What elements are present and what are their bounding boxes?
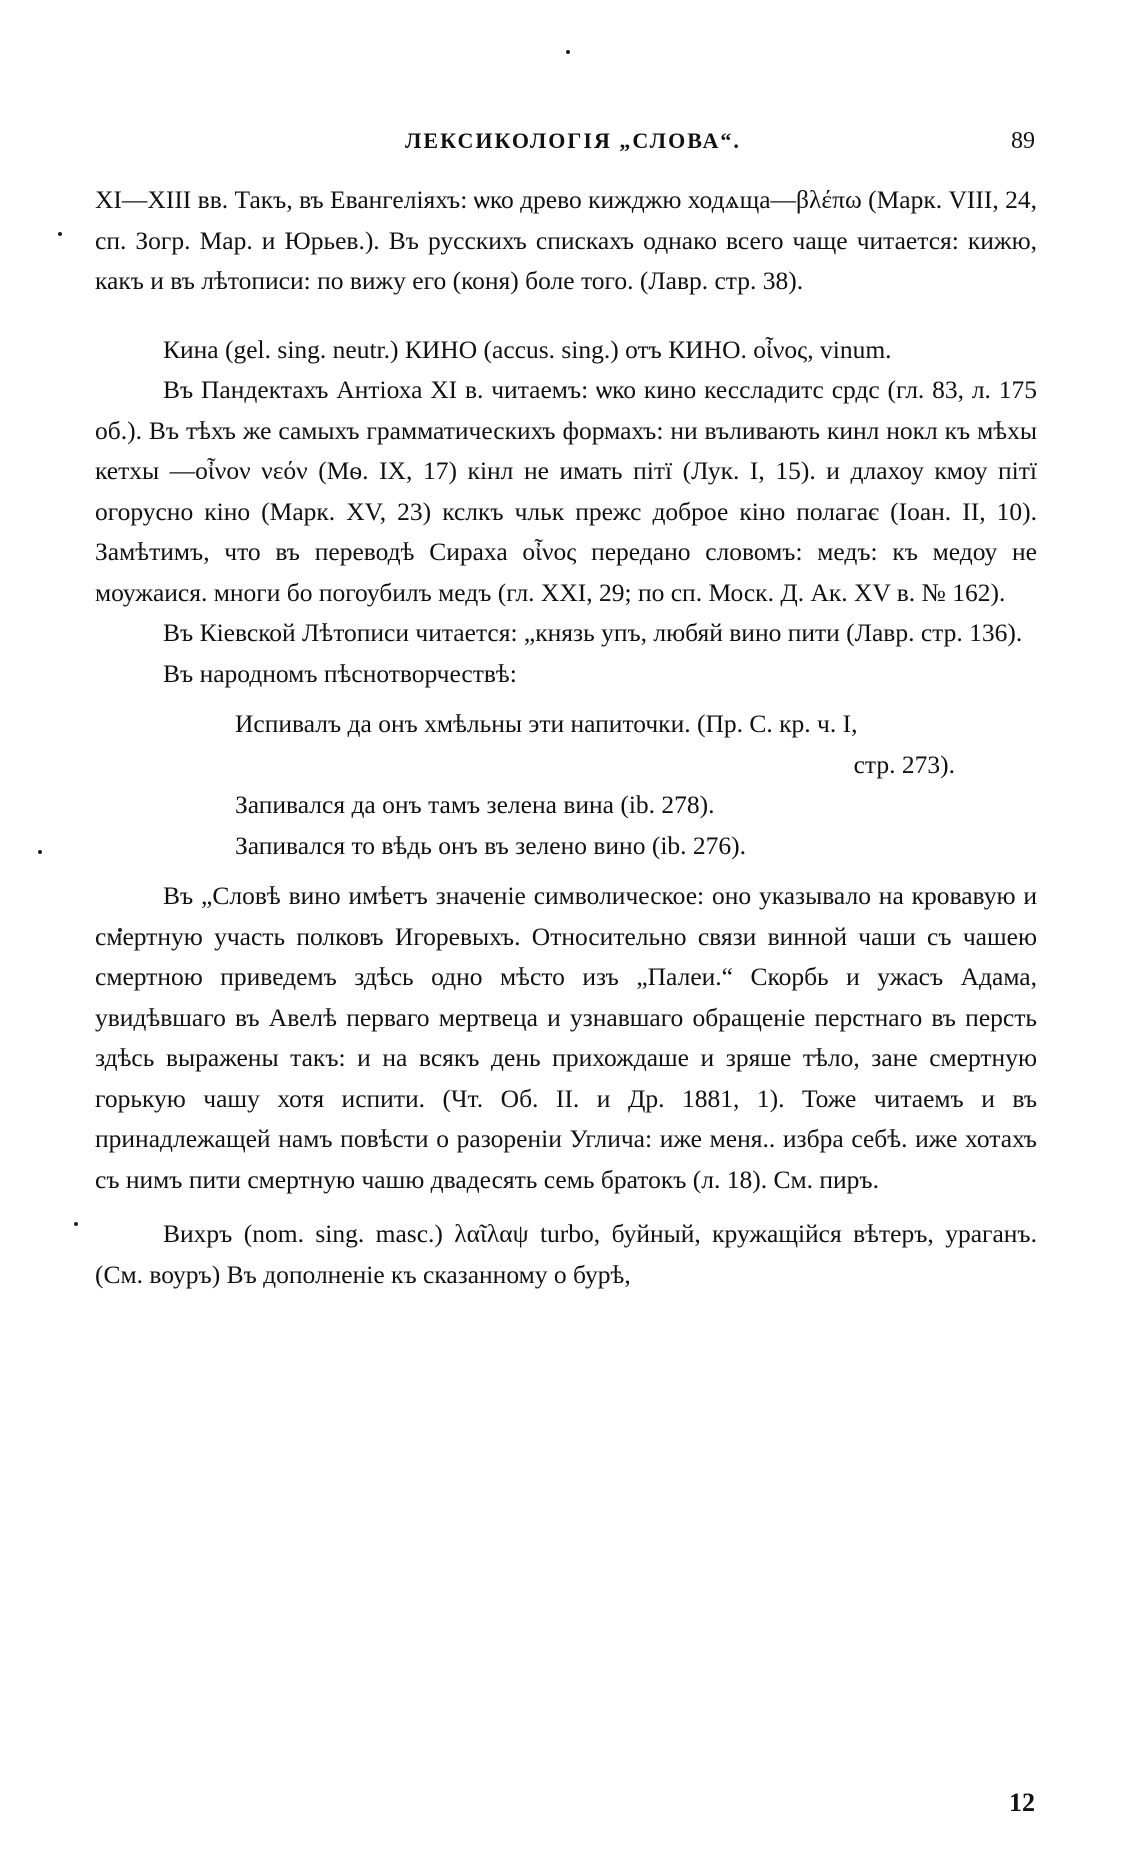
paragraph: XI—XIII вв. Такъ, въ Евангеліяхъ: ѡко древо кижджю ходѧща—βλέπω (Марк. VIII, 24, сп. Зогр. Мар. и Юрьев.). Въ русскихъ спискахъ однако всего чаще читается: кижю, какъ и въ лѣтописи: по вижу его (коня) боле того. (Лавр. стр. 38). (95, 185, 1038, 295)
paragraph: Въ „Словѣ вино имѣетъ значеніе символическое: оно указывало на кровавую и смертную участь полковъ Игоревыхъ. Относительно связи винной чаши съ чашею смертною приведемъ здѣсь одно мѣсто изъ „Палеи.“ Скорбь и ужасъ Адама, увидѣвшаго въ Авелѣ перваго мертвеца и узнавшаго обращеніе перстнаго въ персть здѣсь выражены такъ: и на всякъ день прихождаше и зряше тѣло, зане смертную горькую чашу хотя испити. (Чт. Об. II. и Др. 1881, 1). Тоже читаемъ и въ принадлежащей намъ повѣсти о разореніи Углича: иже меня.. избра себѣ. иже хотахъ съ нимъ пити смертную чашю двадесять семь братокъ (л. 18). См. пиръ. (95, 881, 1037, 1194)
folk-song-quote (235, 704, 995, 866)
entry-kino: Кина (gel. sing. neutr.) КИНО (accus. sing.) отъ КИНО. οἶνος, vinum. (163, 334, 892, 364)
body-text (95, 180, 1037, 1295)
page-number: 89 (1011, 128, 1035, 154)
signature-mark: 12 (1009, 1788, 1035, 1817)
margin-dot-mark (58, 232, 62, 236)
entry-vikhr: Вихръ (nom. sing. masc.) λαῖλαψ turbo, буйный, кружащійся вѣтеръ, ураганъ. (См. воуръ) Въ дополненіе къ сказанному о бурѣ, (95, 1219, 1037, 1289)
margin-dot-mark (38, 850, 42, 854)
paragraph: Въ Кіевской Лѣтописи читается: „князь упъ, любяй вино пити (Лавр. стр. 136). (163, 618, 1023, 647)
quote-line: Испивалъ да онъ хмѣльны эти напиточки. (Пр. С. кр. ч. I, (235, 709, 858, 738)
paragraph: Въ Пандектахъ Антіоха XI в. читаемъ: ѡко кино кессладитс срдс (гл. 83, л. 175 об.). Въ тѣхъ же самыхъ грамматическихъ формахъ: ни въливають кинл нокл къ мѣхы кетхы —οἶνον νεόν (Мѳ. IX, 17) кінл не имать пітї (Лук. I, 15). и длахоу кмоу пітї огорусно кіно (Марк. XV, 23) кслкъ чльк прежс доброе кіно полагає (Іоан. II, 10). Замѣтимъ, что въ переводѣ Сираха οἶνος передано словомъ: медъ: къ медоу не моужаися. многи бо погоубилъ медъ (гл. XXI, 29; по сп. Моск. Д. Ак. XV в. № 162). (95, 375, 1037, 607)
quote-line: Запивался то вѣдь онъ въ зелено вино (ib. 276). (235, 830, 747, 860)
quote-line: стр. 273). (853, 749, 955, 779)
margin-dot-mark (74, 1222, 78, 1226)
running-title: ЛЕКСИКОЛОГІЯ „СЛОВА“. (405, 128, 741, 153)
paragraph: Въ народномъ пѣснотворчествѣ: (163, 658, 517, 688)
quote-line: Запивался да онъ тамъ зелена вина (ib. 278). (235, 790, 715, 819)
page-header (95, 128, 1035, 164)
top-dot-mark (566, 50, 570, 54)
